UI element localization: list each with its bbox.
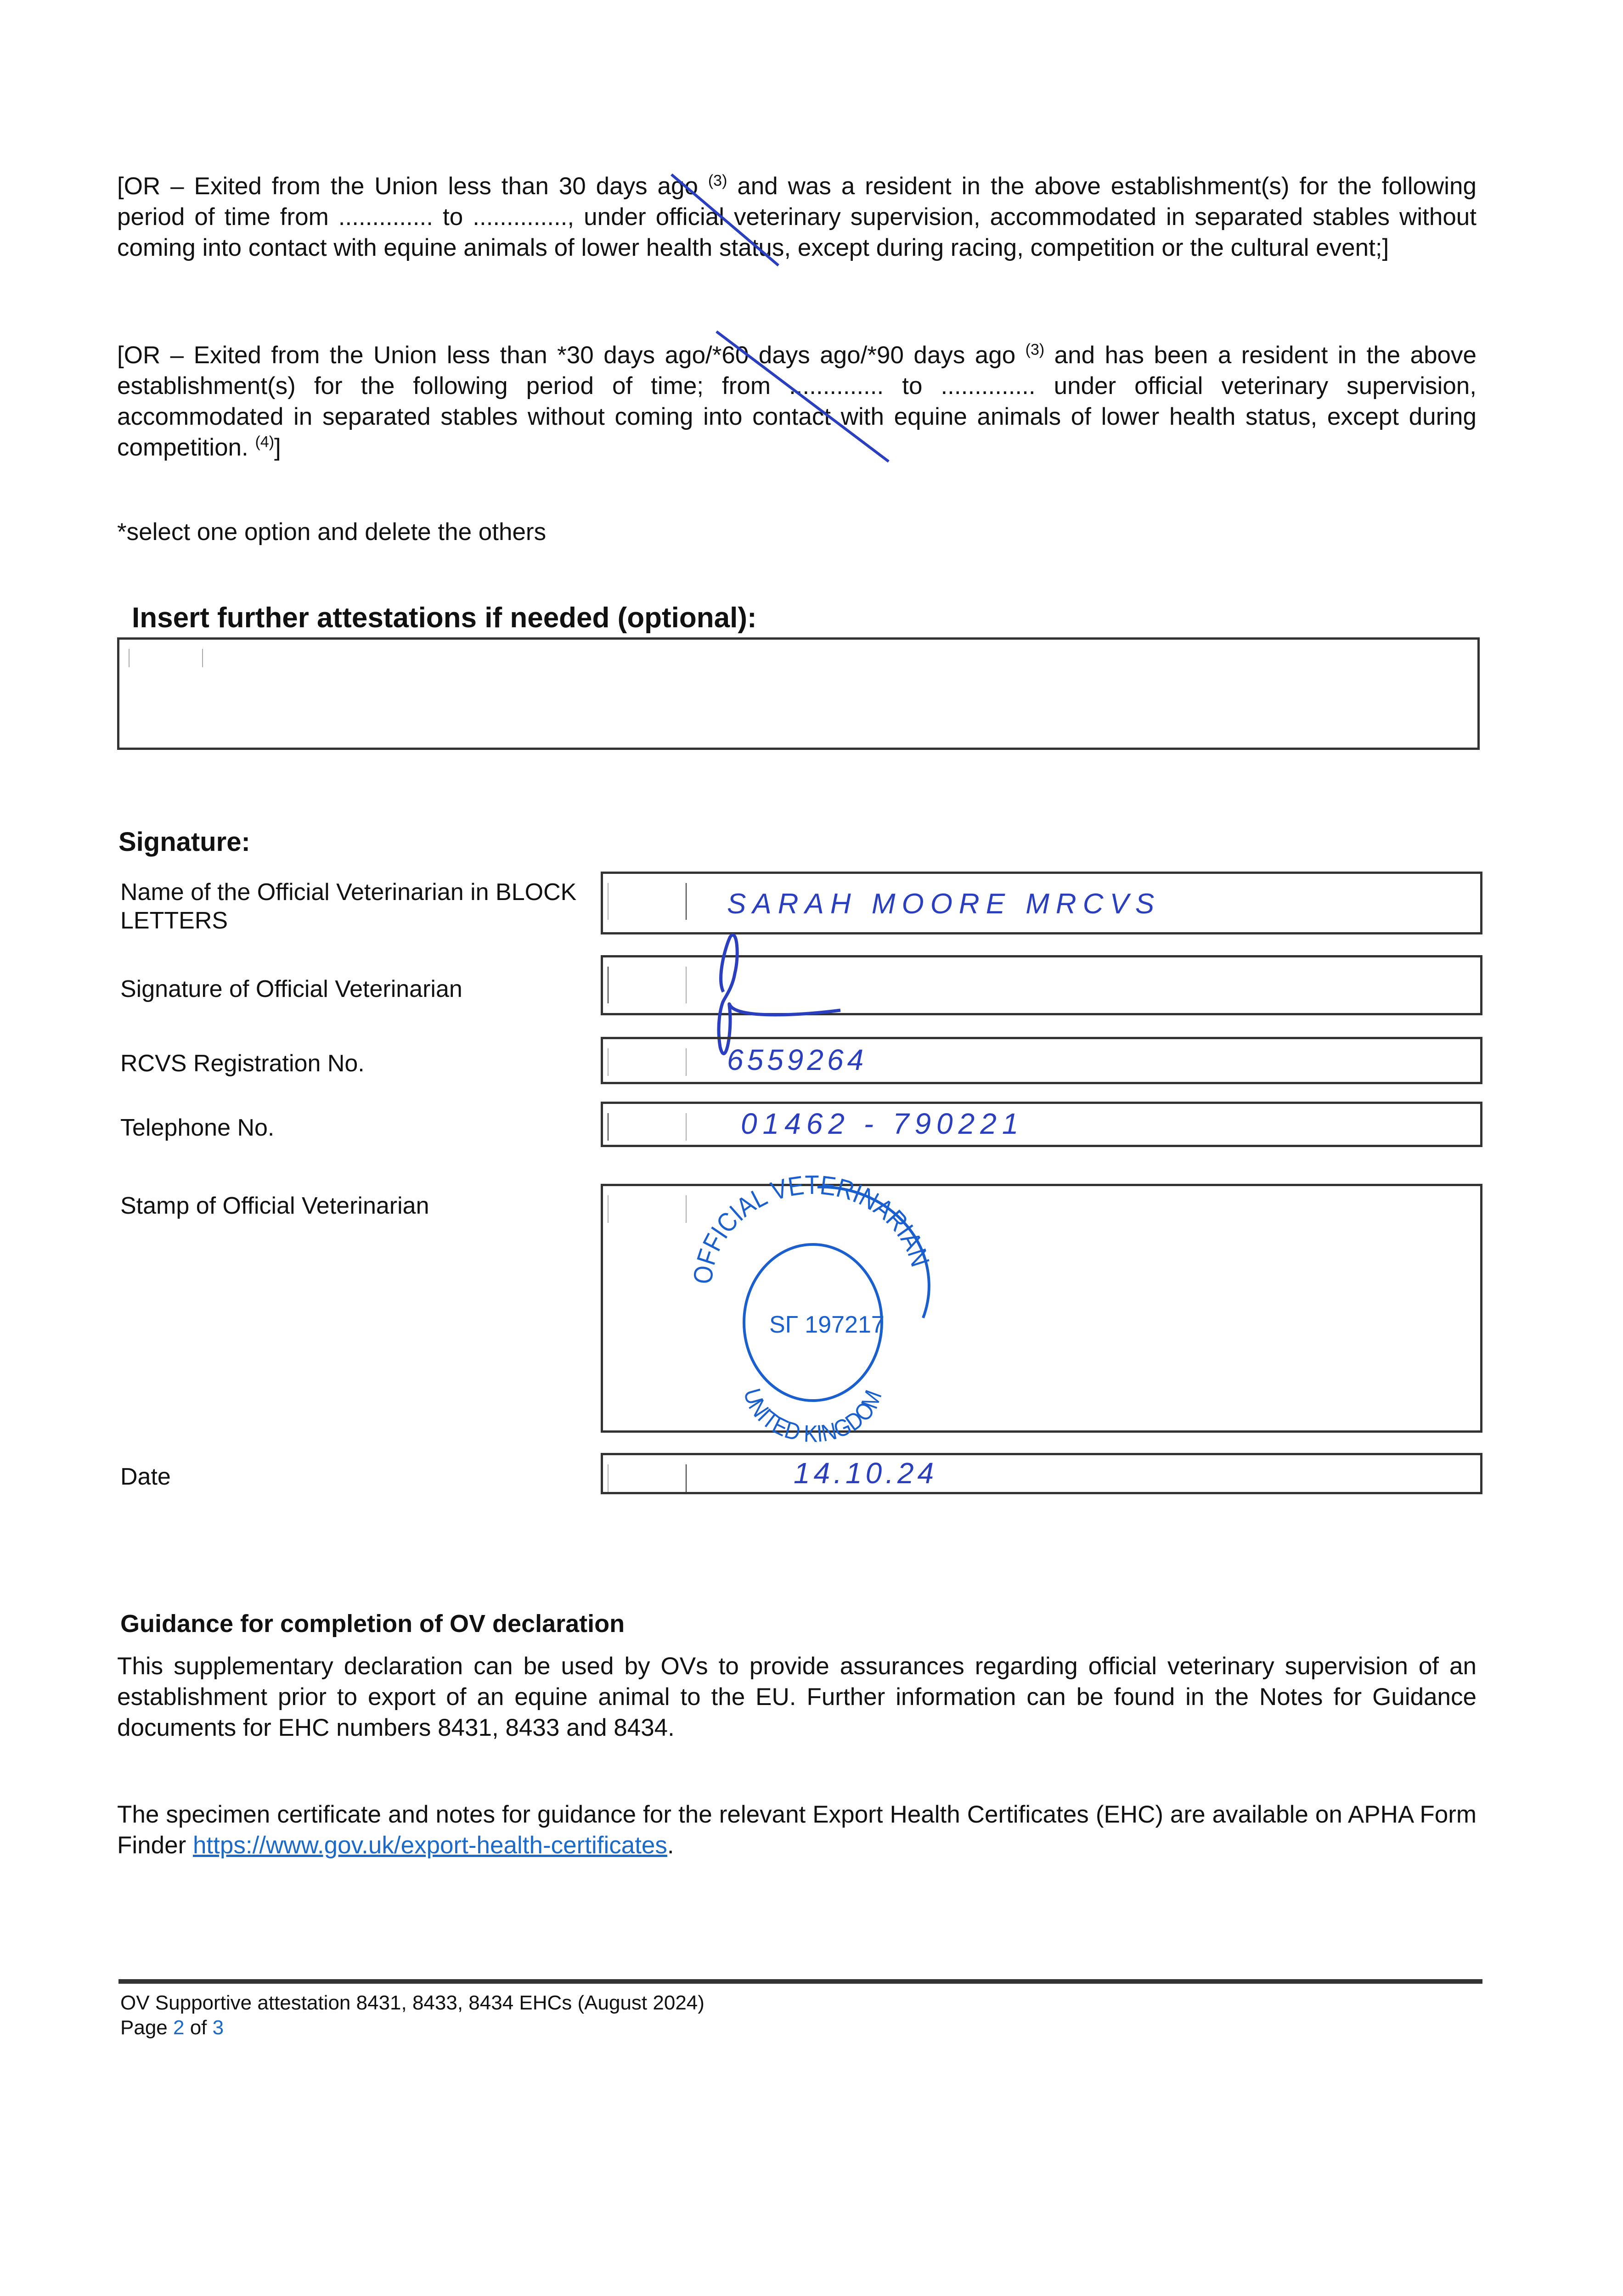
field-marker <box>686 1048 687 1076</box>
telephone-label: Telephone No. <box>120 1114 275 1141</box>
field-marker <box>686 1113 687 1141</box>
field-marker <box>608 883 609 920</box>
field-marker <box>608 1195 609 1223</box>
field-marker <box>608 1113 609 1141</box>
field-marker <box>202 649 203 667</box>
guidance-paragraph-1: This supplementary declaration can be used by OVs to provide assurances regarding official veterinary supervision of an establishment prior to export of an equine animal to the EU. Further information can be found in the Notes for Guidance documents for EHC numbers 8431, 8433 and 8434. <box>117 1653 1476 1741</box>
rcvs-registration-field[interactable] <box>601 1037 1482 1084</box>
signature-heading: Signature: <box>118 827 250 857</box>
field-marker <box>686 967 687 1003</box>
strike-through-marks <box>0 0 1623 505</box>
strike-line-1 <box>671 174 778 265</box>
field-marker <box>686 883 687 920</box>
guidance-heading: Guidance for completion of OV declaration <box>120 1610 625 1638</box>
further-attestations-field[interactable] <box>117 637 1480 750</box>
stamp-bottom-text: UNITED KINGDOM <box>738 1384 888 1448</box>
field-marker <box>686 1464 687 1492</box>
date-label: Date <box>120 1463 171 1490</box>
ov-name-value: SARAH MOORE MRCVS <box>727 888 1161 920</box>
export-health-certificates-link[interactable]: https://www.gov.uk/export-health-certificates <box>192 1832 667 1859</box>
field-marker <box>608 1464 609 1492</box>
option-paragraph-30-60-90-days: [OR – Exited from the Union less than *30 days ago/*60 days ago/*90 days ago $^{(3)}$ and has been a resident in the above establishment(s) for the following period of time; from .............. to .............. under official veterinary supervision, accommodated in separated stables without coming into contact with equine animals of lower health status, except during competition. $^{(4)}$] <box>117 341 1476 461</box>
stamp-top-text: OFFICIAL VETERINARIAN <box>688 1170 936 1286</box>
rcvs-registration-value: 6559264 <box>727 1043 868 1076</box>
ov-name-field[interactable] <box>601 872 1482 934</box>
stamp-center-text: SГ 197217 <box>769 1311 885 1338</box>
footer-title: OV Supportive attestation 8431, 8433, 8434 EHCs (August 2024) <box>120 1992 704 2014</box>
field-marker <box>129 649 130 667</box>
option-paragraph-30-days: [OR – Exited from the Union less than 30 days ago $^{(3)}$ and was a resident in the above establishment(s) for the following period of time from .............. to .............., under official veterinary supervision, accommodated in separated stables without coming into contact with equine animals of lower health status, except during racing, competition or the cultural event;] <box>117 172 1476 261</box>
telephone-value: 01462 - 790221 <box>741 1107 1024 1140</box>
footer-divider <box>118 1979 1482 1984</box>
select-note: *select one option and delete the others <box>117 518 547 546</box>
ov-name-label: Name of the Official Veterinarian in BLOCK LETTERS <box>120 879 577 934</box>
official-veterinarian-stamp <box>680 1166 955 1451</box>
rcvs-registration-label: RCVS Registration No. <box>120 1050 365 1077</box>
stamp-label: Stamp of Official Veterinarian <box>120 1193 429 1219</box>
further-attestations-heading: Insert further attestations if needed (optional): <box>132 602 757 634</box>
date-field[interactable] <box>601 1453 1482 1494</box>
field-marker <box>608 967 609 1003</box>
date-value: 14.10.24 <box>794 1457 938 1490</box>
page-number: Page 2 of 3 <box>120 2016 224 2039</box>
ov-signature-label: Signature of Official Veterinarian <box>120 976 462 1002</box>
telephone-field[interactable] <box>601 1102 1482 1147</box>
footer <box>120 1991 704 2040</box>
field-marker <box>608 1048 609 1076</box>
guidance-paragraph-2: The specimen certificate and notes for guidance for the relevant Export Health Certificates (EHC) are available on APHA Form Finder https://www.gov.uk/export-health-certificates. <box>117 1801 1476 1859</box>
strike-line-2 <box>716 332 889 461</box>
